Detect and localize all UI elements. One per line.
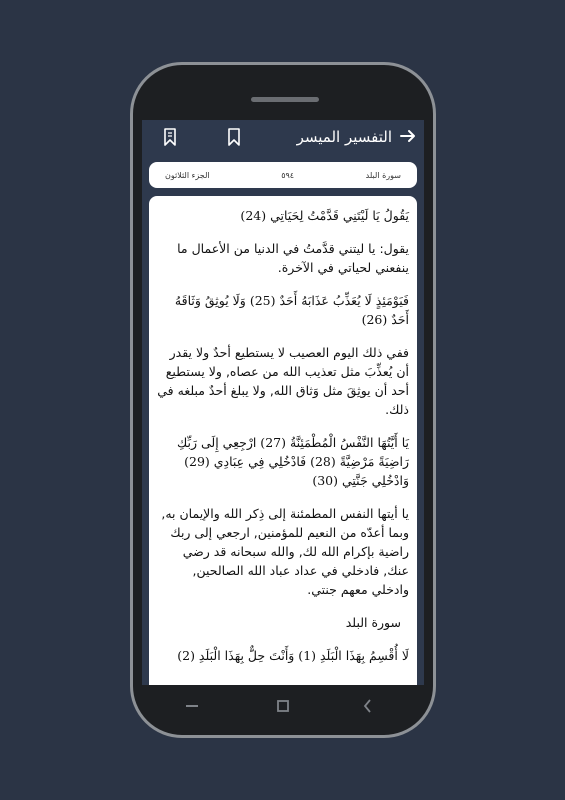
info-bar <box>149 162 417 188</box>
surah-heading: سورة البلد <box>345 615 401 630</box>
app-title: التفسير الميسر <box>296 128 392 146</box>
nav-back-icon[interactable] <box>361 699 375 713</box>
nav-home-icon[interactable] <box>276 699 290 713</box>
app-screen <box>142 120 424 685</box>
verse-text: لَا أُقْسِمُ بِهَذَا الْبَلَدِ (1) وَأَنْتَ حِلٌّ بِهَذَا الْبَلَدِ (2) <box>177 648 409 663</box>
phone-speaker <box>251 97 319 102</box>
verse-text: يَا أَيَّتُهَا النَّفْسُ الْمُطْمَئِنَّةُ (27) ارْجِعِي إِلَى رَبِّكِ رَاضِيَةً مَرْضِيَّةً (28) فَادْخُلِي فِي عِبَادِي (29) وَادْخُلِي جَنَّتِي (30) <box>176 435 409 488</box>
verse-text: يَقُولُ يَا لَيْتَنِي قَدَّمْتُ لِحَيَاتِي (24) <box>240 208 409 223</box>
tafsir-text: يقول: يا ليتني قدَّمتُ في الدنيا من الأعمال ما ينفعني لحياتي في الآخرة. <box>177 241 409 275</box>
tafsir-text: ففي ذلك اليوم العصيب لا يستطيع أحدٌ ولا يقدر أن يُعذِّبَ مثل تعذيب الله من عصاه, ولا يستطيع أحد أن يوثِقَ مثل وَثاق الله, ولا يبلغ أحدٌ مبلغه في ذلك. <box>157 345 409 417</box>
tafsir-content[interactable] <box>149 196 417 685</box>
bookmark-icon[interactable] <box>226 128 242 146</box>
surah-name: سورة البلد <box>365 170 401 180</box>
tafsir-text: يا أيتها النفس المطمئنة إلى ذِكر الله والإيمان به, وبما أعدّه من النعيم للمؤمنين, ارجعي إلى ربك راضية بإكرام الله لك, والله سبحانه قد رضي عنك, فادخلي في عداد عباد الله الصالحين, وادخلي معهم جنتي. <box>161 506 409 597</box>
system-nav-bar <box>133 685 433 735</box>
verse-text: فَيَوْمَئِذٍ لَا يُعَذِّبُ عَذَابَهُ أَحَدٌ (25) وَلَا يُوثِقُ وَثَاقَهُ أَحَدٌ (26) <box>174 293 409 327</box>
page-number: ٥٩٤ <box>281 170 295 180</box>
arrow-right-icon[interactable] <box>398 126 418 146</box>
phone-frame <box>130 62 436 738</box>
juz-name: الجزء الثلاثون <box>165 170 210 180</box>
nav-recent-icon[interactable] <box>185 699 199 713</box>
app-bar <box>142 120 424 156</box>
bookmark-list-icon[interactable] <box>162 128 178 146</box>
